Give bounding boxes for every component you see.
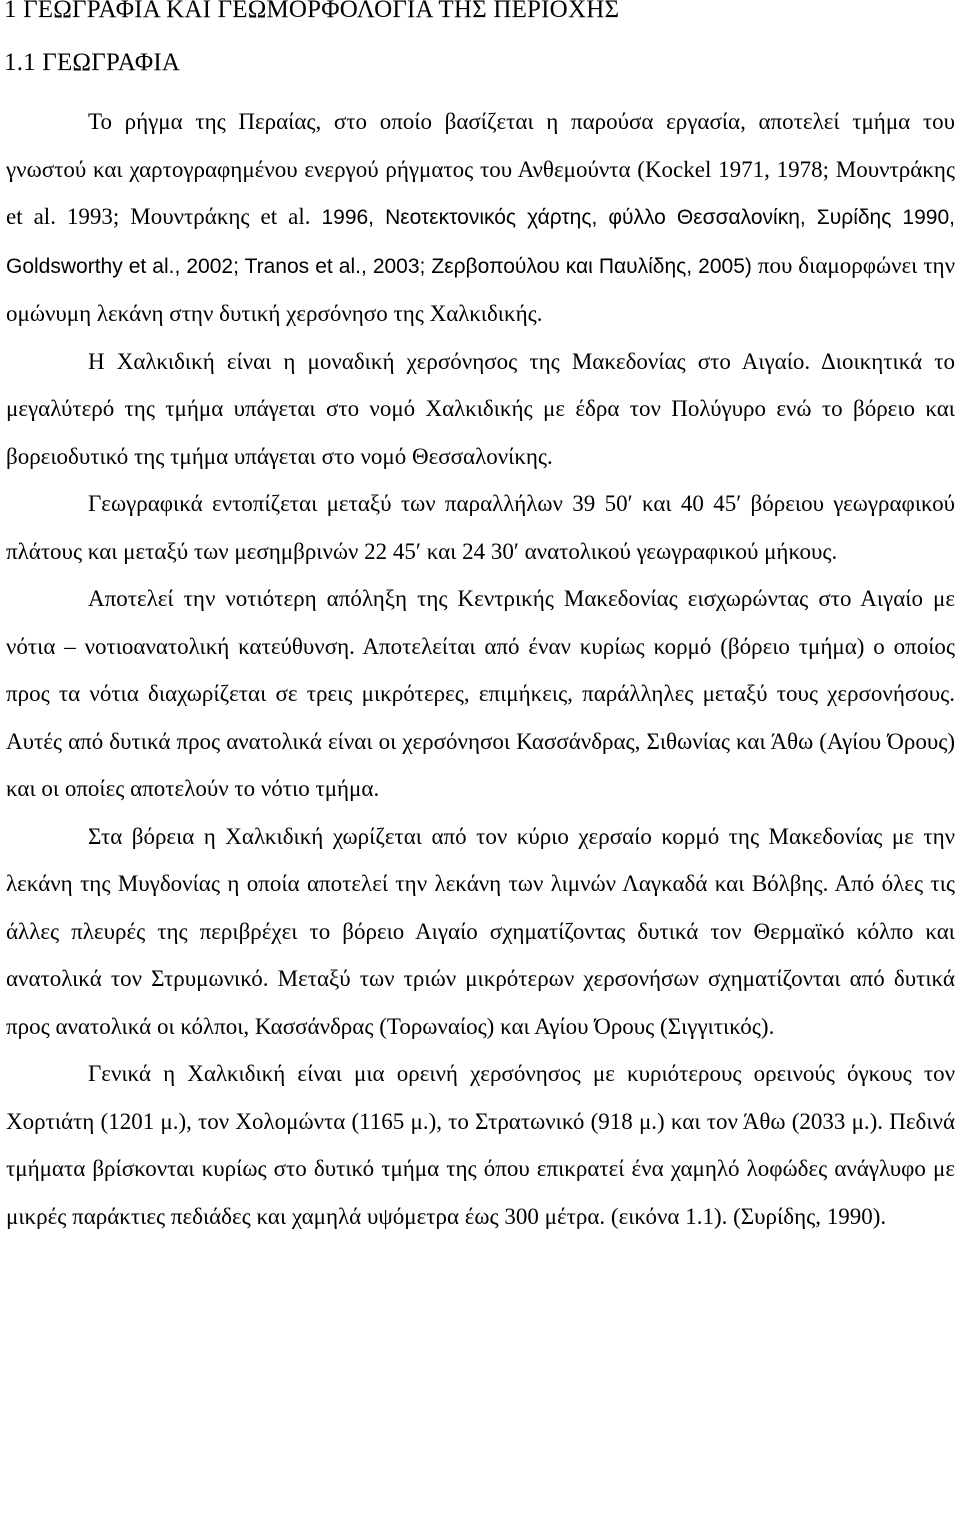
paragraph-4: Αποτελεί την νοτιότερη απόληξη της Κεντρικής Μακεδονίας εισχωρώντας στο Αιγαίο με νότια – νοτιοανατολική κατεύθυνση. Αποτελείται από έναν κυρίως κορμό (βόρειο τμήμα) ο οποίος προς τα νότια διαχωρίζεται σε τρεις μικρότερες, επιμήκεις, παράλληλες μεταξύ τους χερσονήσους. Αυτές από δυτικά προς ανατολικά είναι οι χερσόνησοι Κασσάνδρας, Σιθωνίας και Άθω (Αγίου Όρους) και οι οποίες αποτελούν το νότιο τμήμα.	[6, 586, 955, 801]
paragraph-5: Στα βόρεια η Χαλκιδική χωρίζεται από τον κύριο χερσαίο κορμό της Μακεδονίας με την λεκάνη της Μυγδονίας η οποία αποτελεί την λεκάνη των λιμνών Λαγκαδά και Βόλβης. Από όλες τις άλλες πλευρές της περιβρέχει το βόρειο Αιγαίο σχηματίζοντας δυτικά τον Θερμαϊκό κόλπο και ανατολικά τον Στρυμωνικό. Μεταξύ των τριών μικρότερων χερσονήσων σχηματίζονται από δυτικά προς ανατολικά οι κόλποι, Κασσάνδρας (Τορωναίος) και Αγίου Όρους (Σιγγιτικός).	[6, 823, 955, 1039]
chapter-heading: 1 ΓΕΩΓΡΑΦΙΑ ΚΑΙ ΓΕΩΜΟΡΦΟΛΟΓΙΑ ΤΗΣ ΠΕΡΙΟΧΗΣ	[4, 0, 620, 23]
section-heading: 1.1 ΓΕΩΓΡΑΦΙΑ	[4, 49, 181, 76]
paragraph-3: Γεωγραφικά εντοπίζεται μεταξύ των παραλλήλων 39 50′ και 40 45′ βόρειου γεωγραφικού πλάτους και μεταξύ των μεσημβρινών 22 45′ και 24 30′ ανατολικού γεωγραφικού μήκους.	[6, 491, 955, 564]
paragraph-1-text-a: Το ρήγμα της Περαίας, στο οποίο βασίζεται η παρούσα εργασία, αποτελεί τμήμα του γνωστού και χαρτογραφημένου ενεργού ρήγματος του Ανθεμούντα (Kockel 1971, 1978; Μουντράκης et al. 1993; Μουντράκης et al.	[6, 109, 955, 229]
body-text	[6, 98, 955, 1240]
paragraph-1-text-c: που διαμορφώνει την ομώνυμη λεκάνη στην δυτική χερσόνησο της Χαλκιδικής.	[6, 252, 955, 326]
paragraph-2: Η Χαλκιδική είναι η μοναδική χερσόνησος της Μακεδονίας στο Αιγαίο. Διοικητικά το μεγαλύτερό της τμήμα υπάγεται στο νομό Χαλκιδικής με έδρα τον Πολύγυρο ενώ το βόρειο και βορειοδυτικό της τμήμα υπάγεται στο νομό Θεσσαλονίκης.	[6, 348, 955, 469]
paragraph-6: Γενικά η Χαλκιδική είναι μια ορεινή χερσόνησος με κυριότερους ορεινούς όγκους τον Χορτιάτη (1201 μ.), τον Χολομώντα (1165 μ.), το Στρατωνικό (918 μ.) και τον Άθω (2033 μ.). Πεδινά τμήματα βρίσκονται κυρίως στο δυτικό τμήμα της όπου επικρατεί ένα χαμηλό λοφώδες ανάγλυφο με μικρές παράκτιες πεδιάδες και χαμηλά υψόμετρα έως 300 μέτρα. (εικόνα 1.1). (Συρίδης, 1990).	[6, 1061, 955, 1229]
paragraph-1-references: 1996, Νεοτεκτονικός χάρτης, φύλλο Θεσσαλονίκη, Συρίδης 1990, Goldsworthy et al., 2002; Tranos et al., 2003; Ζερβοπούλου και Παυλίδης, 2005)	[6, 206, 955, 278]
paragraph-1	[6, 98, 955, 338]
